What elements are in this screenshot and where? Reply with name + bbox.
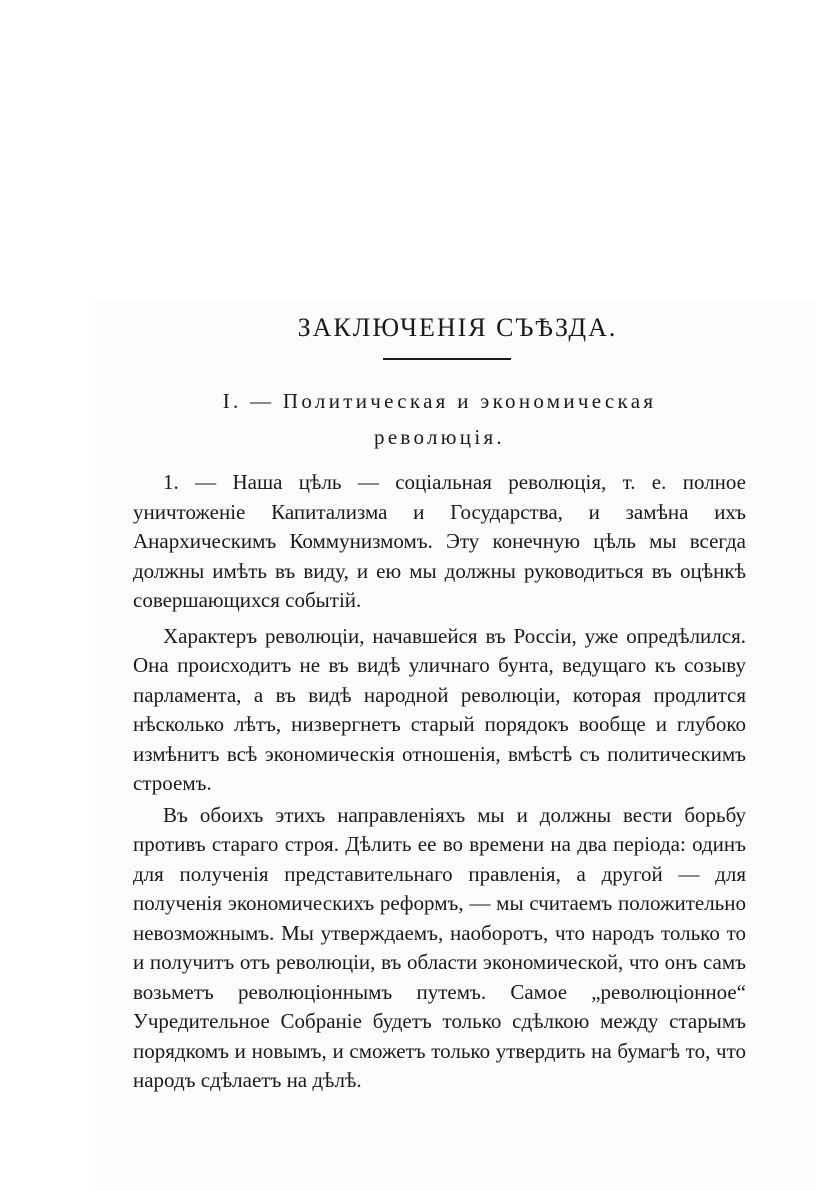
paragraph-3: Въ обоихъ этихъ направленіяхъ мы и должны вести борьбу противъ стараго строя. Дѣлить ее во времени на два періода: одинъ для полученія представительнаго правленія, а другой — для полученія экономическихъ реформъ, — мы считаемъ положительно невозможнымъ. Мы утверждаемъ, наоборотъ, что народъ только то и получитъ отъ революціи, въ области экономической, что онъ самъ возьметъ революціоннымъ путемъ. Самое „революціонное“ Учредительное Собраніе будетъ только сдѣлкою между старымъ порядкомъ и новымъ, и сможетъ только утвердить на бумагѣ то, что народъ сдѣлаетъ на дѣлѣ. <box>133 802 746 1092</box>
section-heading-line-1: I. — Политическая и экономическая <box>222 389 657 413</box>
paragraph-1: 1. — Наша цѣль — соціальная революція, т. е. полное уничтоженіе Капитализма и Государства, и замѣна ихъ Анархическимъ Коммунизмомъ. Эту конечную цѣль мы всегда должны имѣть въ виду, и ею мы должны руководиться въ оцѣнкѣ совершающихся событій. <box>133 470 746 612</box>
document-body <box>133 310 746 1096</box>
page-title: ЗАКЛЮЧЕНІЯ СЪѢЗДА. <box>297 313 618 342</box>
title-divider <box>383 358 511 360</box>
section-heading <box>133 384 746 454</box>
section-heading-line-2: революція. <box>374 425 505 449</box>
paragraph-2: Характеръ революціи, начавшейся въ Россіи, уже опредѣлился. Она происходитъ не въ видѣ уличнаго бунта, ведущаго къ созыву парламента, а въ видѣ народной революціи, которая продлится нѣсколько лѣтъ, низвергнетъ старый порядокъ вообще и глубоко измѣнитъ всѣ экономическія отношенія, вмѣстѣ съ политическимъ строемъ. <box>133 623 746 795</box>
